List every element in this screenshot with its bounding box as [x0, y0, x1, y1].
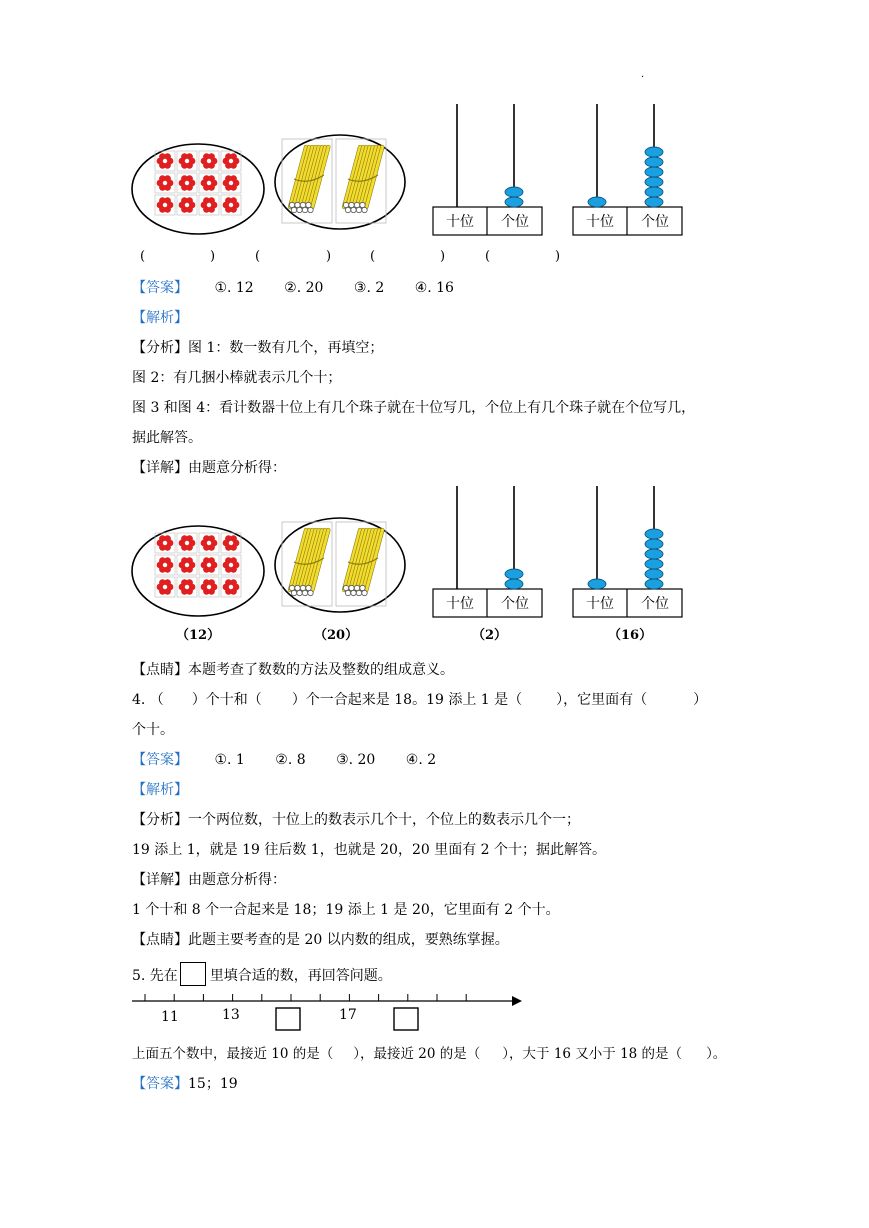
- stick-end: [343, 585, 348, 590]
- stick-end: [302, 590, 307, 595]
- q4-xiangjie-2: 1 个十和 8 个一合起来是 18；19 添上 1 是 20，它里面有 2 个十。: [132, 902, 560, 918]
- flower-icon: [157, 557, 174, 572]
- q5-text: 5. 先在: [132, 968, 178, 984]
- answer-item: ③. 20: [336, 752, 376, 768]
- abacus-ones-label: 个位: [641, 596, 669, 612]
- answer-tag: 【答案】: [132, 752, 188, 768]
- flower-icon: [223, 535, 240, 550]
- flower-center: [206, 202, 211, 207]
- stick-end: [351, 590, 356, 595]
- flower-icon: [201, 535, 218, 550]
- flower-icon: [179, 197, 196, 212]
- q5-text: ），最接近 20 的是（: [353, 1046, 481, 1062]
- flower-center: [206, 158, 211, 163]
- q3-fenxi-2: 图 2：有几捆小棒就表示几个十；: [132, 370, 342, 386]
- stick-end: [360, 202, 365, 207]
- abacus-bead: [645, 167, 663, 177]
- number-line: [132, 994, 522, 1030]
- flower-icon: [201, 197, 218, 212]
- flower-center: [228, 584, 233, 589]
- flower-icon: [157, 153, 174, 168]
- q3-fenxi-1: [132, 338, 383, 358]
- stick-bundle-icon: [289, 530, 328, 596]
- q3-fenxi-4: 据此解答。: [132, 430, 202, 446]
- abacus-ones-label: 个位: [501, 214, 529, 230]
- blank-box: [180, 962, 206, 986]
- abacus-bead: [588, 197, 606, 207]
- abacus-bead: [645, 549, 663, 559]
- flower-center: [162, 180, 167, 185]
- stick-bundle-icon: [289, 147, 328, 213]
- number-line-svg: [0, 990, 869, 1040]
- q3-dianjing: [132, 660, 454, 680]
- abacus-bead: [645, 529, 663, 539]
- abacus-tens-label: 十位: [446, 214, 474, 230]
- answer-item: ③. 2: [353, 280, 385, 296]
- flower-center: [206, 584, 211, 589]
- stick-bundles: [282, 139, 386, 223]
- flower-center: [162, 584, 167, 589]
- xiangjie-text: 由题意分析得：: [188, 872, 286, 888]
- number-line-label: 13: [222, 1007, 240, 1023]
- stick-end: [349, 202, 354, 207]
- flower-center: [162, 202, 167, 207]
- stick-end: [345, 207, 350, 212]
- stick-end: [345, 590, 350, 595]
- q5-answer: [132, 1074, 238, 1094]
- flower-center: [228, 202, 233, 207]
- number-line-blank-box: [276, 1008, 300, 1030]
- q4-question: [132, 690, 707, 710]
- flower-icon: [223, 175, 240, 190]
- flower-ellipse: [132, 526, 264, 616]
- flower-icon: [179, 535, 196, 550]
- stick-end: [349, 585, 354, 590]
- xiangjie-tag: 【详解】: [132, 460, 188, 476]
- analysis-tag: 【解析】: [132, 782, 188, 798]
- figures-question-svg: [0, 0, 869, 250]
- fenxi-text: 图 1：数一数有几个，再填空；: [188, 340, 384, 356]
- q4-answer-row: [132, 750, 462, 770]
- answer-item: ①. 1: [214, 752, 245, 768]
- stick-end: [308, 590, 313, 595]
- flower-icon: [179, 557, 196, 572]
- abacus-ones-label: 个位: [641, 214, 669, 230]
- blank-paren-1-open: (: [140, 249, 146, 264]
- answer-item: ④. 2: [405, 752, 437, 768]
- abacus-1: [433, 104, 542, 235]
- q4-fenxi-1: [132, 810, 580, 830]
- stick-end: [297, 590, 302, 595]
- flower-grid: [155, 151, 241, 215]
- flower-grid: [155, 533, 241, 597]
- xiangjie-tag: 【详解】: [132, 872, 188, 888]
- abacus-3: [433, 486, 542, 617]
- stick-end: [360, 585, 365, 590]
- answer-text: 15；19: [188, 1076, 238, 1092]
- flower-center: [184, 562, 189, 567]
- abacus-bead: [645, 569, 663, 579]
- dianjing-tag: 【点睛】: [132, 662, 188, 678]
- stick-end: [308, 207, 313, 212]
- answer-item: ②. 8: [275, 752, 306, 768]
- stick-end: [295, 585, 300, 590]
- answer-caption-1: （12）: [176, 628, 221, 643]
- answer-tag: 【答案】: [132, 1076, 188, 1092]
- flower-center: [228, 562, 233, 567]
- dianjing-text: 本题考查了数数的方法及整数的组成意义。: [188, 662, 454, 678]
- q4-fenxi-2: 19 添上 1，就是 19 往后数 1，也就是 20，20 里面有 2 个十；据此解答。: [132, 842, 607, 858]
- flower-center: [162, 540, 167, 545]
- flower-center: [162, 562, 167, 567]
- blank-paren-3-close: ): [440, 249, 446, 264]
- stick-end: [354, 585, 359, 590]
- fenxi-text: 一个两位数，十位上的数表示几个十，个位上的数表示几个一；: [188, 812, 580, 828]
- stick-bundle-icon: [343, 530, 382, 596]
- stick-end: [354, 202, 359, 207]
- q4-xiangjie: [132, 870, 286, 890]
- q3-fenxi-3: 图 3 和图 4：看计数器十位上有几个珠子就在十位写几，个位上有几个珠子就在个位写几，: [132, 400, 696, 416]
- flower-center: [228, 180, 233, 185]
- fenxi-tag: 【分析】: [132, 812, 188, 828]
- number-line-label: 17: [339, 1007, 357, 1023]
- q4-question-cont: 个十。: [132, 722, 174, 738]
- stick-end: [291, 590, 296, 595]
- abacus-4: [573, 486, 682, 617]
- answer-caption-3: （2）: [472, 628, 508, 643]
- flower-icon: [179, 153, 196, 168]
- answer-item: ②. 20: [284, 280, 324, 296]
- stick-end: [300, 202, 305, 207]
- flower-center: [206, 540, 211, 545]
- q4-text: ）个十和（: [191, 692, 262, 708]
- q4-text: 4. （: [132, 692, 164, 708]
- fenxi-tag: 【分析】: [132, 340, 188, 356]
- abacus-bead: [588, 579, 606, 589]
- abacus-bead: [505, 187, 523, 197]
- q4-dianjing: [132, 930, 509, 950]
- number-line-arrow: [512, 996, 522, 1006]
- abacus-tens-label: 十位: [586, 596, 614, 612]
- abacus-bead: [645, 187, 663, 197]
- abacus-bead: [505, 569, 523, 579]
- blank-paren-2-close: ): [326, 249, 332, 264]
- flower-icon: [157, 535, 174, 550]
- flower-center: [206, 180, 211, 185]
- stick-end: [351, 207, 356, 212]
- flower-icon: [223, 197, 240, 212]
- flower-icon: [201, 175, 218, 190]
- answer-caption-2: （20）: [314, 628, 359, 643]
- flower-icon: [223, 153, 240, 168]
- abacus-bead: [505, 197, 523, 207]
- number-line-label: 11: [161, 1009, 179, 1025]
- abacus-bead: [645, 539, 663, 549]
- stick-end: [362, 590, 367, 595]
- abacus-bead: [645, 579, 663, 589]
- q4-text: ），它里面有（: [556, 692, 648, 708]
- q5-text: ），大于 16 又小于 18 的是（: [502, 1046, 683, 1062]
- q4-text: ）个一合起来是 18。19 添上 1 是（: [291, 692, 523, 708]
- q5-question-2: [132, 1044, 726, 1064]
- flower-icon: [157, 579, 174, 594]
- flower-center: [184, 540, 189, 545]
- stick-end: [343, 202, 348, 207]
- q5-text: 里填合适的数，再回答问题。: [209, 968, 392, 984]
- stick-end: [356, 207, 361, 212]
- flower-center: [206, 562, 211, 567]
- stick-end: [289, 585, 294, 590]
- abacus-bead: [645, 559, 663, 569]
- stick-end: [291, 207, 296, 212]
- answer-item: ④. 16: [414, 280, 454, 296]
- q5-question: [132, 962, 392, 986]
- abacus-tens-label: 十位: [446, 596, 474, 612]
- abacus-bead: [645, 177, 663, 187]
- blank-paren-4-open: (: [485, 249, 491, 264]
- blank-paren-2-open: (: [255, 249, 261, 264]
- stick-bundles: [282, 522, 386, 606]
- flower-center: [228, 158, 233, 163]
- abacus-2: [573, 104, 682, 235]
- abacus-bead: [505, 579, 523, 589]
- stick-end: [302, 207, 307, 212]
- stick-end: [306, 202, 311, 207]
- q4-text: ）: [693, 692, 708, 708]
- answer-item: ①. 12: [214, 280, 254, 296]
- flower-icon: [223, 557, 240, 572]
- flower-center: [184, 158, 189, 163]
- abacus-tens-label: 十位: [586, 214, 614, 230]
- abacus-bead: [645, 197, 663, 207]
- flower-icon: [201, 579, 218, 594]
- answer-caption-4: （16）: [608, 628, 653, 643]
- q5-text: ）。: [706, 1046, 727, 1062]
- analysis-tag: 【解析】: [132, 310, 188, 326]
- flower-icon: [201, 557, 218, 572]
- top-dot: ·: [641, 72, 645, 83]
- stick-end: [295, 202, 300, 207]
- flower-icon: [157, 197, 174, 212]
- flower-icon: [201, 153, 218, 168]
- flower-center: [162, 158, 167, 163]
- dianjing-text: 此题主要考查的是 20 以内数的组成，要熟练掌握。: [188, 932, 509, 948]
- stick-end: [306, 585, 311, 590]
- abacus-bead: [645, 147, 663, 157]
- stick-bundle-icon: [343, 147, 382, 213]
- q3-xiangjie: [132, 458, 286, 478]
- xiangjie-text: 由题意分析得：: [188, 460, 286, 476]
- flower-icon: [157, 175, 174, 190]
- stick-end: [289, 202, 294, 207]
- flower-ellipse: [132, 144, 264, 234]
- blank-paren-3-open: (: [370, 249, 376, 264]
- stick-end: [362, 207, 367, 212]
- blank-paren-1-close: ): [210, 249, 216, 264]
- answer-tag: 【答案】: [132, 280, 188, 296]
- flower-center: [184, 180, 189, 185]
- blank-paren-4-close: ): [555, 249, 561, 264]
- number-line-blank-box: [394, 1008, 418, 1030]
- flower-icon: [179, 175, 196, 190]
- flower-center: [184, 202, 189, 207]
- abacus-ones-label: 个位: [501, 596, 529, 612]
- figures-answer-svg: [0, 480, 869, 640]
- flower-center: [228, 540, 233, 545]
- abacus-bead: [645, 157, 663, 167]
- flower-center: [184, 584, 189, 589]
- stick-end: [297, 207, 302, 212]
- dianjing-tag: 【点睛】: [132, 932, 188, 948]
- q3-answer-row: [132, 278, 480, 298]
- flower-icon: [179, 579, 196, 594]
- flower-icon: [223, 579, 240, 594]
- stick-end: [356, 590, 361, 595]
- q5-text: 上面五个数中，最接近 10 的是（: [132, 1046, 334, 1062]
- stick-end: [300, 585, 305, 590]
